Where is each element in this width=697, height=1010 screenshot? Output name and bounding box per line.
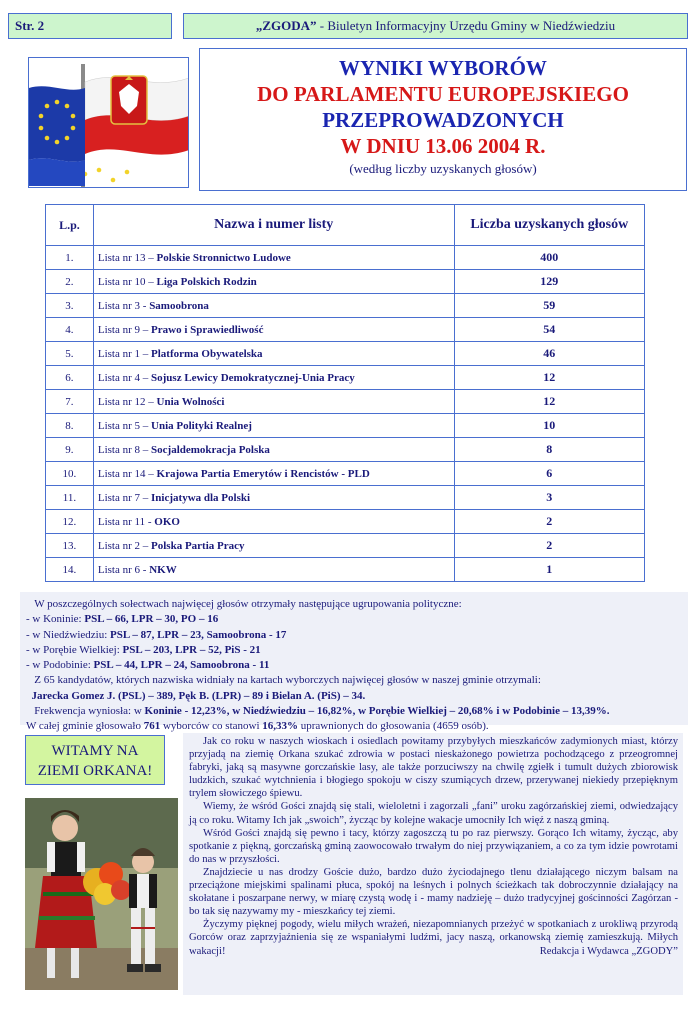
row-votes: 129 [454, 270, 644, 294]
table-row [46, 534, 645, 558]
page-number: Str. 2 [8, 13, 172, 39]
row-lp: 12. [46, 510, 94, 534]
row-list-number: Lista nr 6 - [97, 563, 147, 576]
row-list-number: Lista nr 9 – [97, 323, 149, 336]
row-party: Krajowa Partia Emerytów i Rencistów - PLD [156, 467, 370, 480]
summary-candidates-intro: Z 65 kandydatów, których nazwiska widniały na kartach wyborczych najwięcej głosów w naszej gminie otrzymali: [34, 674, 541, 687]
row-votes: 12 [454, 390, 644, 414]
title-line-2: DO PARLAMENTU EUROPEJSKIEGO [257, 82, 629, 106]
table-row [46, 462, 645, 486]
article-signature: Redakcja i Wydawca „ZGODY” [539, 945, 678, 957]
row-list-number: Lista nr 10 – [97, 275, 154, 288]
table-row [46, 318, 645, 342]
summary-intro: W poszczególnych sołectwach najwięcej głosów otrzymały następujące ugrupowania polityczne: [34, 598, 462, 610]
row-list-name [93, 270, 454, 294]
title-line-4: W DNIU 13.06 2004 R. [340, 134, 546, 158]
row-list-name [93, 510, 454, 534]
row-votes: 6 [454, 462, 644, 486]
row-votes: 10 [454, 414, 644, 438]
article-paragraph: Życzymy pięknej pogody, wielu miłych wrażeń, niezapomnianych przeżyć w spotkaniach z urokliwą przyrodą Gorców oraz zaprzyjaźnienia się ze wspaniałymi ludźmi, jacy naszą, orkanowską ziemię zamieszkują. Miłych wakacji! Redakcja i Wydawca „ZGODY” [189, 919, 678, 957]
table-row [46, 414, 645, 438]
welcome-line-1: WITAMY NA [51, 743, 139, 759]
row-votes: 12 [454, 366, 644, 390]
row-party: Socjaldemokracja Polska [151, 443, 270, 456]
article-paragraph: Wiemy, że wśród Gości znajdą się stali, wieloletni i zagorzali „fani” uroku zagórzańskiej ziemi, odwiedzający ją co roku. Witamy Ich jak „swoich”, życząc by kolejne wakacje umocniły Ich więź z naszą gminą. [189, 801, 678, 826]
table-header-row [46, 205, 645, 246]
row-votes: 3 [454, 486, 644, 510]
table-row [46, 486, 645, 510]
summary-turnout: Frekwencja wyniosła: w Koninie - 12,23%, w Niedźwiedziu – 16,82%, w Porębie Wielkiej – 20,68% i w Podobinie – 13,39%. [34, 705, 610, 718]
welcome-line-2: ZIEMI ORKANA! [37, 763, 153, 779]
table-row [46, 510, 645, 534]
summary-konina: - w Koninie: PSL – 66, LPR – 30, PO – 16 [26, 613, 219, 626]
table-row [46, 366, 645, 390]
children-folk-costume-photo [25, 798, 178, 990]
row-list-number: Lista nr 3 - [97, 299, 147, 312]
row-votes: 46 [454, 342, 644, 366]
row-list-name [93, 246, 454, 270]
row-lp: 8. [46, 414, 94, 438]
table-row [46, 246, 645, 270]
table-row [46, 558, 645, 582]
row-party: Polska Partia Pracy [151, 539, 245, 552]
row-list-name [93, 294, 454, 318]
article-paragraph: Jak co roku w naszych wioskach i osiedlach powitamy przybyłych mieszkańców zadymionych miast, którzy przyjadą na ziemię Orkana szukać zdrowia w postaci nieskażonego powietrza pochodzącego z przeogromnej fabryki, jaką są masywne gorczańskie lasy, ale także porzuciwszy na chwilę zgiełk i tumult dużych zbiorowisk ludzkich, szukać wytchnienia i błogiego spokoju w ciszy szumiących drzew, przerywanej niekiedy przepięknym trylem słowiczego śpiewu. [189, 736, 678, 800]
row-list-number: Lista nr 8 – [97, 443, 149, 456]
column-header-votes: Liczba uzyskanych głosów [454, 205, 644, 246]
row-list-name [93, 462, 454, 486]
row-lp: 11. [46, 486, 94, 510]
row-party: Sojusz Lewicy Demokratycznej-Unia Pracy [151, 371, 355, 384]
row-list-name [93, 366, 454, 390]
bulletin-header [183, 13, 688, 39]
table-row [46, 390, 645, 414]
row-party: Prawo i Sprawiedliwość [151, 323, 264, 336]
row-lp: 2. [46, 270, 94, 294]
results-table [45, 204, 645, 582]
article-paragraph: Znajdziecie u nas drodzy Goście dużo, bardzo dużo życiodajnego tlenu działającego niczym balsam na przeciążone miejskimi spalinami płuca, spokój na leśnych i polnych ścieżkach tak dobroczynnie działający na skołatane i poszarpane nerwy, w miarę czystą wodę i - mamy nadzieję – dużo tradycyjnej gościnności Zagórzan - bo tak się nazywamy my - mieszkańcy tej ziemi. [189, 866, 678, 918]
row-list-name [93, 414, 454, 438]
row-lp: 9. [46, 438, 94, 462]
row-lp: 6. [46, 366, 94, 390]
row-list-number: Lista nr 11 - [97, 515, 152, 528]
row-list-number: Lista nr 7 – [97, 491, 149, 504]
photo-illustration-icon [25, 798, 178, 990]
table-row [46, 438, 645, 462]
column-header-list: Nazwa i numer listy [93, 205, 454, 246]
row-party: Unia Polityki Realnej [151, 419, 252, 432]
row-lp: 5. [46, 342, 94, 366]
summary-niedzwiedz: - w Niedźwiedziu: PSL – 87, LPR – 23, Samoobrona - 17 [26, 628, 287, 641]
row-lp: 4. [46, 318, 94, 342]
row-lp: 10. [46, 462, 94, 486]
row-list-number: Lista nr 13 – [97, 251, 154, 264]
bulletin-subtitle: - Biuletyn Informacyjny Urzędu Gminy w Niedźwiedziu [316, 18, 616, 33]
summary-total: W całej gminie głosowało 761 wyborców co stanowi 16,33% uprawnionych do głosowania (4659 osób). [26, 720, 489, 733]
summary-block [20, 592, 688, 733]
row-party: Platforma Obywatelska [151, 347, 263, 360]
row-votes: 8 [454, 438, 644, 462]
row-party: Inicjatywa dla Polski [151, 491, 251, 504]
row-list-number: Lista nr 2 – [97, 539, 149, 552]
row-list-name [93, 534, 454, 558]
row-party: Liga Polskich Rodzin [156, 275, 257, 288]
row-lp: 14. [46, 558, 94, 582]
row-party: Polskie Stronnictwo Ludowe [156, 251, 291, 264]
row-party: Samoobrona [149, 299, 209, 312]
row-lp: 13. [46, 534, 94, 558]
row-party: NKW [149, 563, 177, 576]
column-header-lp: L.p. [46, 205, 94, 246]
row-list-name [93, 486, 454, 510]
welcome-box [25, 735, 165, 785]
row-lp: 1. [46, 246, 94, 270]
table-row [46, 342, 645, 366]
row-list-name [93, 390, 454, 414]
welcome-article [183, 733, 683, 995]
title-subtitle: (według liczby uzyskanych głosów) [349, 161, 537, 176]
flags-image [28, 57, 189, 188]
row-list-name [93, 558, 454, 582]
eu-poland-flags-icon [29, 58, 189, 188]
row-list-name [93, 318, 454, 342]
row-party: OKO [154, 515, 180, 528]
row-lp: 7. [46, 390, 94, 414]
row-list-name [93, 438, 454, 462]
article-paragraph: Wśród Gości znajdą się pewno i tacy, którzy zagoszczą tu po raz pierwszy. Gorąco Ich witamy, życząc, aby spotkanie z piękną, gorczańską gminą zaowocowało trwałym do niej przywiązaniem, a co za tym idzie powrotami do nas w przyszłości. [189, 827, 678, 865]
row-votes: 59 [454, 294, 644, 318]
row-list-name [93, 342, 454, 366]
row-votes: 1 [454, 558, 644, 582]
table-row [46, 294, 645, 318]
row-lp: 3. [46, 294, 94, 318]
title-line-3: PRZEPROWADZONYCH [322, 108, 564, 132]
row-votes: 2 [454, 510, 644, 534]
table-row [46, 270, 645, 294]
results-body [46, 246, 645, 582]
row-list-number: Lista nr 12 – [97, 395, 154, 408]
row-votes: 54 [454, 318, 644, 342]
row-party: Unia Wolności [156, 395, 225, 408]
bulletin-name: „ZGODA” [255, 18, 317, 33]
row-votes: 400 [454, 246, 644, 270]
summary-podobin: - w Podobinie: PSL – 44, LPR – 24, Samoobrona - 11 [26, 659, 270, 672]
row-list-number: Lista nr 4 – [97, 371, 149, 384]
summary-candidates: Jarecka Gomez J. (PSL) – 389, Pęk B. (LPR) – 89 i Bielan A. (PiS) – 34. [31, 689, 366, 702]
title-box [199, 48, 687, 191]
row-list-number: Lista nr 14 – [97, 467, 154, 480]
summary-poreba: - w Porębie Wielkiej: PSL – 203, LPR – 52, PiS - 21 [26, 643, 261, 656]
title-line-1: WYNIKI WYBORÓW [339, 56, 547, 80]
row-votes: 2 [454, 534, 644, 558]
row-list-number: Lista nr 5 – [97, 419, 149, 432]
row-list-number: Lista nr 1 – [97, 347, 149, 360]
